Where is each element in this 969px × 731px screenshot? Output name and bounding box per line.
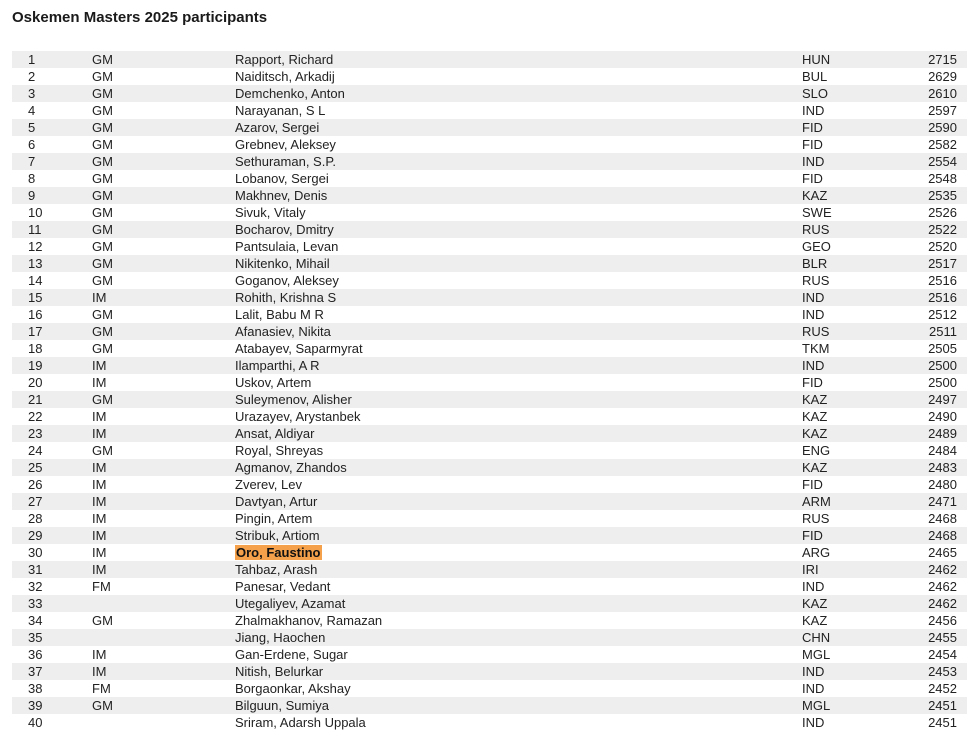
title-cell: GM bbox=[92, 188, 113, 203]
table-row bbox=[12, 663, 967, 680]
federation-cell: FID bbox=[802, 171, 823, 186]
rank-cell: 27 bbox=[28, 494, 43, 509]
title-cell: IM bbox=[92, 511, 107, 526]
rating-cell: 2453 bbox=[928, 664, 957, 679]
title-cell: IM bbox=[92, 460, 107, 475]
rating-cell: 2462 bbox=[928, 596, 957, 611]
rank-cell: 6 bbox=[28, 137, 36, 152]
table-row bbox=[12, 323, 967, 340]
title-cell: GM bbox=[92, 52, 113, 67]
federation-cell: RUS bbox=[802, 273, 830, 288]
title-cell: GM bbox=[92, 86, 113, 101]
federation-cell: ENG bbox=[802, 443, 831, 458]
rating-cell: 2489 bbox=[928, 426, 957, 441]
rating-cell: 2517 bbox=[928, 256, 957, 271]
player-name-cell bbox=[235, 85, 802, 102]
title-cell: IM bbox=[92, 528, 107, 543]
rating-cell: 2512 bbox=[928, 307, 957, 322]
table-row bbox=[12, 374, 967, 391]
title-cell: GM bbox=[92, 613, 113, 628]
table-row bbox=[12, 442, 967, 459]
rank-cell: 1 bbox=[28, 52, 36, 67]
federation-cell: IRI bbox=[802, 562, 819, 577]
title-cell: IM bbox=[92, 375, 107, 390]
rank-cell: 7 bbox=[28, 154, 36, 169]
player-name: Uskov, Artem bbox=[235, 375, 312, 390]
table-row bbox=[12, 221, 967, 238]
player-name: Gan-Erdene, Sugar bbox=[235, 647, 348, 662]
federation-cell: RUS bbox=[802, 324, 830, 339]
rank-cell: 37 bbox=[28, 664, 43, 679]
federation-cell: FID bbox=[802, 375, 823, 390]
rank-cell: 3 bbox=[28, 86, 36, 101]
rating-cell: 2554 bbox=[928, 154, 957, 169]
player-name: Bilguun, Sumiya bbox=[235, 698, 329, 713]
player-name-cell bbox=[235, 187, 802, 204]
federation-cell: FID bbox=[802, 528, 823, 543]
rating-cell: 2468 bbox=[928, 511, 957, 526]
title-cell: GM bbox=[92, 239, 113, 254]
rank-cell: 23 bbox=[28, 426, 43, 441]
player-name-cell bbox=[235, 714, 802, 731]
rank-cell: 5 bbox=[28, 120, 36, 135]
federation-cell: FID bbox=[802, 137, 823, 152]
table-row bbox=[12, 357, 967, 374]
player-name: Bocharov, Dmitry bbox=[235, 222, 334, 237]
rating-cell: 2629 bbox=[928, 69, 957, 84]
title-cell: IM bbox=[92, 545, 107, 560]
title-cell: GM bbox=[92, 307, 113, 322]
federation-cell: KAZ bbox=[802, 392, 828, 407]
player-name: Nitish, Belurkar bbox=[235, 664, 324, 679]
rating-cell: 2480 bbox=[928, 477, 957, 492]
player-name-cell bbox=[235, 221, 802, 238]
player-name-cell bbox=[235, 136, 802, 153]
table-row bbox=[12, 459, 967, 476]
title-cell: IM bbox=[92, 664, 107, 679]
player-name-cell bbox=[235, 697, 802, 714]
rating-cell: 2452 bbox=[928, 681, 957, 696]
rank-cell: 29 bbox=[28, 528, 43, 543]
rating-cell: 2500 bbox=[928, 375, 957, 390]
federation-cell: IND bbox=[802, 290, 825, 305]
rating-cell: 2484 bbox=[928, 443, 957, 458]
rating-cell: 2462 bbox=[928, 562, 957, 577]
title-cell: FM bbox=[92, 681, 111, 696]
player-name: Rapport, Richard bbox=[235, 52, 334, 67]
title-cell bbox=[92, 629, 235, 646]
rank-cell: 24 bbox=[28, 443, 43, 458]
player-name-cell bbox=[235, 119, 802, 136]
rating-cell: 2500 bbox=[928, 358, 957, 373]
title-cell: GM bbox=[92, 341, 113, 356]
federation-cell: IND bbox=[802, 715, 825, 730]
federation-cell: IND bbox=[802, 307, 825, 322]
player-name-cell bbox=[235, 612, 802, 629]
player-name: Sivuk, Vitaly bbox=[235, 205, 306, 220]
table-row bbox=[12, 272, 967, 289]
rating-cell: 2454 bbox=[928, 647, 957, 662]
federation-cell: KAZ bbox=[802, 409, 828, 424]
federation-cell: IND bbox=[802, 681, 825, 696]
player-name: Jiang, Haochen bbox=[235, 630, 326, 645]
table-row bbox=[12, 85, 967, 102]
table-row bbox=[12, 527, 967, 544]
player-name-cell bbox=[235, 646, 802, 663]
title-cell: GM bbox=[92, 273, 113, 288]
player-name-cell bbox=[235, 561, 802, 578]
rank-cell: 33 bbox=[28, 596, 43, 611]
rating-cell: 2468 bbox=[928, 528, 957, 543]
player-name-cell bbox=[235, 408, 802, 425]
player-name-cell bbox=[235, 493, 802, 510]
player-name: Atabayev, Saparmyrat bbox=[235, 341, 363, 356]
rating-cell: 2483 bbox=[928, 460, 957, 475]
player-name-cell bbox=[235, 442, 802, 459]
rating-cell: 2456 bbox=[928, 613, 957, 628]
rating-cell: 2511 bbox=[929, 324, 957, 339]
rank-cell: 11 bbox=[28, 222, 42, 237]
title-cell: GM bbox=[92, 69, 113, 84]
rating-cell: 2516 bbox=[928, 290, 957, 305]
player-name-cell bbox=[235, 51, 802, 68]
federation-cell: TKM bbox=[802, 341, 830, 356]
federation-cell: ARM bbox=[802, 494, 831, 509]
federation-cell: MGL bbox=[802, 647, 831, 662]
participants-table bbox=[12, 51, 967, 731]
table-row bbox=[12, 697, 967, 714]
title-cell: GM bbox=[92, 154, 113, 169]
rank-cell: 34 bbox=[28, 613, 43, 628]
player-name-cell bbox=[235, 323, 802, 340]
rank-cell: 40 bbox=[28, 715, 43, 730]
rating-cell: 2516 bbox=[928, 273, 957, 288]
participants-table-body bbox=[12, 51, 967, 731]
table-row bbox=[12, 102, 967, 119]
rating-cell: 2505 bbox=[928, 341, 957, 356]
player-name: Afanasiev, Nikita bbox=[235, 324, 331, 339]
federation-cell: IND bbox=[802, 664, 825, 679]
rank-cell: 21 bbox=[28, 392, 43, 407]
title-cell: GM bbox=[92, 120, 113, 135]
title-cell bbox=[92, 714, 235, 731]
rank-cell: 36 bbox=[28, 647, 43, 662]
rank-cell: 26 bbox=[28, 477, 43, 492]
table-row bbox=[12, 289, 967, 306]
table-row bbox=[12, 204, 967, 221]
table-row bbox=[12, 51, 967, 68]
player-name-cell bbox=[235, 680, 802, 697]
player-name: Azarov, Sergei bbox=[235, 120, 320, 135]
federation-cell: IND bbox=[802, 358, 825, 373]
table-row bbox=[12, 714, 967, 731]
rank-cell: 16 bbox=[28, 307, 43, 322]
rank-cell: 38 bbox=[28, 681, 43, 696]
table-row bbox=[12, 68, 967, 85]
rank-cell: 28 bbox=[28, 511, 43, 526]
federation-cell: KAZ bbox=[802, 426, 828, 441]
player-name: Pingin, Artem bbox=[235, 511, 313, 526]
player-name: Stribuk, Artiom bbox=[235, 528, 320, 543]
rank-cell: 19 bbox=[28, 358, 43, 373]
federation-cell: SLO bbox=[802, 86, 829, 101]
rating-cell: 2610 bbox=[928, 86, 957, 101]
player-name-cell bbox=[235, 204, 802, 221]
player-name: Zverev, Lev bbox=[235, 477, 302, 492]
table-row bbox=[12, 187, 967, 204]
player-name-cell bbox=[235, 391, 802, 408]
federation-cell: KAZ bbox=[802, 460, 828, 475]
rank-cell: 13 bbox=[28, 256, 43, 271]
federation-cell: KAZ bbox=[802, 613, 828, 628]
player-name-cell bbox=[235, 306, 802, 323]
player-name: Demchenko, Anton bbox=[235, 86, 345, 101]
player-name-cell bbox=[235, 289, 802, 306]
rating-cell: 2465 bbox=[928, 545, 957, 560]
player-name: Naiditsch, Arkadij bbox=[235, 69, 335, 84]
player-name-cell bbox=[235, 170, 802, 187]
player-name-cell bbox=[235, 510, 802, 527]
player-name: Borgaonkar, Akshay bbox=[235, 681, 351, 696]
table-row bbox=[12, 391, 967, 408]
player-name: Suleymenov, Alisher bbox=[235, 392, 352, 407]
table-row bbox=[12, 646, 967, 663]
table-row bbox=[12, 425, 967, 442]
table-row bbox=[12, 561, 967, 578]
player-name: Royal, Shreyas bbox=[235, 443, 324, 458]
player-name-cell bbox=[235, 544, 802, 561]
player-name-cell bbox=[235, 68, 802, 85]
title-cell bbox=[92, 595, 235, 612]
federation-cell: BLR bbox=[802, 256, 828, 271]
table-row bbox=[12, 629, 967, 646]
rank-cell: 12 bbox=[28, 239, 43, 254]
player-name: Utegaliyev, Azamat bbox=[235, 596, 346, 611]
rank-cell: 9 bbox=[28, 188, 36, 203]
player-name: Sethuraman, S.P. bbox=[235, 154, 336, 169]
page-title: Oskemen Masters 2025 participants bbox=[12, 9, 268, 26]
player-name: Sriram, Adarsh Uppala bbox=[235, 715, 366, 730]
rank-cell: 20 bbox=[28, 375, 43, 390]
federation-cell: FID bbox=[802, 477, 823, 492]
rank-cell: 25 bbox=[28, 460, 43, 475]
player-name-cell bbox=[235, 578, 802, 595]
federation-cell: RUS bbox=[802, 222, 830, 237]
player-name-cell bbox=[235, 663, 802, 680]
title-cell: GM bbox=[92, 222, 113, 237]
title-cell: FM bbox=[92, 579, 111, 594]
title-cell: IM bbox=[92, 290, 107, 305]
rating-cell: 2597 bbox=[928, 103, 957, 118]
table-row bbox=[12, 306, 967, 323]
rank-cell: 32 bbox=[28, 579, 43, 594]
title-cell: GM bbox=[92, 205, 113, 220]
rank-cell: 2 bbox=[28, 69, 36, 84]
title-cell: GM bbox=[92, 103, 113, 118]
table-row bbox=[12, 595, 967, 612]
title-cell: IM bbox=[92, 426, 107, 441]
player-name-cell bbox=[235, 272, 802, 289]
rank-cell: 10 bbox=[28, 205, 43, 220]
table-row bbox=[12, 680, 967, 697]
table-row bbox=[12, 612, 967, 629]
table-row bbox=[12, 136, 967, 153]
title-cell: GM bbox=[92, 443, 113, 458]
rating-cell: 2455 bbox=[928, 630, 957, 645]
player-name-cell bbox=[235, 102, 802, 119]
table-row bbox=[12, 544, 967, 561]
title-cell: GM bbox=[92, 392, 113, 407]
rating-cell: 2590 bbox=[928, 120, 957, 135]
title-cell: IM bbox=[92, 477, 107, 492]
rating-cell: 2490 bbox=[928, 409, 957, 424]
player-name: Tahbaz, Arash bbox=[235, 562, 318, 577]
player-name-cell bbox=[235, 357, 802, 374]
rank-cell: 22 bbox=[28, 409, 43, 424]
rank-cell: 18 bbox=[28, 341, 43, 356]
federation-cell: ARG bbox=[802, 545, 831, 560]
table-row bbox=[12, 476, 967, 493]
player-name-cell bbox=[235, 527, 802, 544]
table-row bbox=[12, 408, 967, 425]
rank-cell: 17 bbox=[28, 324, 43, 339]
player-name: Agmanov, Zhandos bbox=[235, 460, 347, 475]
player-name-cell bbox=[235, 476, 802, 493]
federation-cell: IND bbox=[802, 154, 825, 169]
title-cell: GM bbox=[92, 171, 113, 186]
rating-cell: 2462 bbox=[928, 579, 957, 594]
federation-cell: GEO bbox=[802, 239, 831, 254]
title-cell: GM bbox=[92, 256, 113, 271]
rank-cell: 39 bbox=[28, 698, 43, 713]
rank-cell: 31 bbox=[28, 562, 43, 577]
title-cell: IM bbox=[92, 562, 107, 577]
title-cell: GM bbox=[92, 137, 113, 152]
player-name: Pantsulaia, Levan bbox=[235, 239, 339, 254]
rating-cell: 2548 bbox=[928, 171, 957, 186]
federation-cell: HUN bbox=[802, 52, 831, 67]
player-name: Lobanov, Sergei bbox=[235, 171, 329, 186]
rating-cell: 2497 bbox=[928, 392, 957, 407]
title-cell: IM bbox=[92, 494, 107, 509]
player-name-cell bbox=[235, 459, 802, 476]
federation-cell: SWE bbox=[802, 205, 832, 220]
federation-cell: KAZ bbox=[802, 188, 828, 203]
rank-cell: 15 bbox=[28, 290, 43, 305]
highlighted-player-name: Oro, Faustino bbox=[236, 545, 321, 560]
title-cell: GM bbox=[92, 698, 113, 713]
rating-cell: 2471 bbox=[928, 494, 957, 509]
player-name: Grebnev, Aleksey bbox=[235, 137, 336, 152]
table-row bbox=[12, 493, 967, 510]
player-name: Davtyan, Artur bbox=[235, 494, 318, 509]
player-name-cell bbox=[235, 374, 802, 391]
player-name: Ansat, Aldiyar bbox=[235, 426, 315, 441]
rating-cell: 2526 bbox=[928, 205, 957, 220]
player-name: Nikitenko, Mihail bbox=[235, 256, 330, 271]
player-name: Goganov, Aleksey bbox=[235, 273, 339, 288]
federation-cell: RUS bbox=[802, 511, 830, 526]
table-row bbox=[12, 255, 967, 272]
rating-cell: 2582 bbox=[928, 137, 957, 152]
player-name-cell bbox=[235, 153, 802, 170]
rating-cell: 2451 bbox=[928, 698, 957, 713]
player-name-cell bbox=[235, 340, 802, 357]
federation-cell: BUL bbox=[802, 69, 828, 84]
table-row bbox=[12, 510, 967, 527]
table-row bbox=[12, 170, 967, 187]
federation-cell: IND bbox=[802, 103, 825, 118]
player-name: Rohith, Krishna S bbox=[235, 290, 337, 305]
rank-cell: 30 bbox=[28, 545, 43, 560]
rank-cell: 35 bbox=[28, 630, 43, 645]
title-cell: GM bbox=[92, 324, 113, 339]
player-name: Makhnev, Denis bbox=[235, 188, 328, 203]
table-row bbox=[12, 238, 967, 255]
federation-cell: IND bbox=[802, 579, 825, 594]
player-name: Panesar, Vedant bbox=[235, 579, 331, 594]
player-name-cell bbox=[235, 629, 802, 646]
rating-cell: 2535 bbox=[928, 188, 957, 203]
federation-cell: KAZ bbox=[802, 596, 828, 611]
title-cell: IM bbox=[92, 358, 107, 373]
title-cell: IM bbox=[92, 409, 107, 424]
player-name: Narayanan, S L bbox=[235, 103, 326, 118]
participants-table-container bbox=[12, 51, 967, 731]
player-name: Lalit, Babu M R bbox=[235, 307, 324, 322]
rank-cell: 8 bbox=[28, 171, 36, 186]
player-name-cell bbox=[235, 595, 802, 612]
player-name-cell bbox=[235, 238, 802, 255]
player-name-cell bbox=[235, 255, 802, 272]
rating-cell: 2451 bbox=[928, 715, 957, 730]
player-name: Ilamparthi, A R bbox=[235, 358, 320, 373]
player-name-cell bbox=[235, 425, 802, 442]
player-name: Zhalmakhanov, Ramazan bbox=[235, 613, 383, 628]
player-name: Urazayev, Arystanbek bbox=[235, 409, 361, 424]
table-row bbox=[12, 340, 967, 357]
rating-cell: 2520 bbox=[928, 239, 957, 254]
rating-cell: 2522 bbox=[928, 222, 957, 237]
federation-cell: CHN bbox=[802, 630, 831, 645]
federation-cell: MGL bbox=[802, 698, 831, 713]
rating-cell: 2715 bbox=[928, 52, 957, 67]
title-cell: IM bbox=[92, 647, 107, 662]
table-row bbox=[12, 119, 967, 136]
table-row bbox=[12, 578, 967, 595]
table-row bbox=[12, 153, 967, 170]
federation-cell: FID bbox=[802, 120, 823, 135]
rank-cell: 14 bbox=[28, 273, 43, 288]
rank-cell: 4 bbox=[28, 103, 36, 118]
